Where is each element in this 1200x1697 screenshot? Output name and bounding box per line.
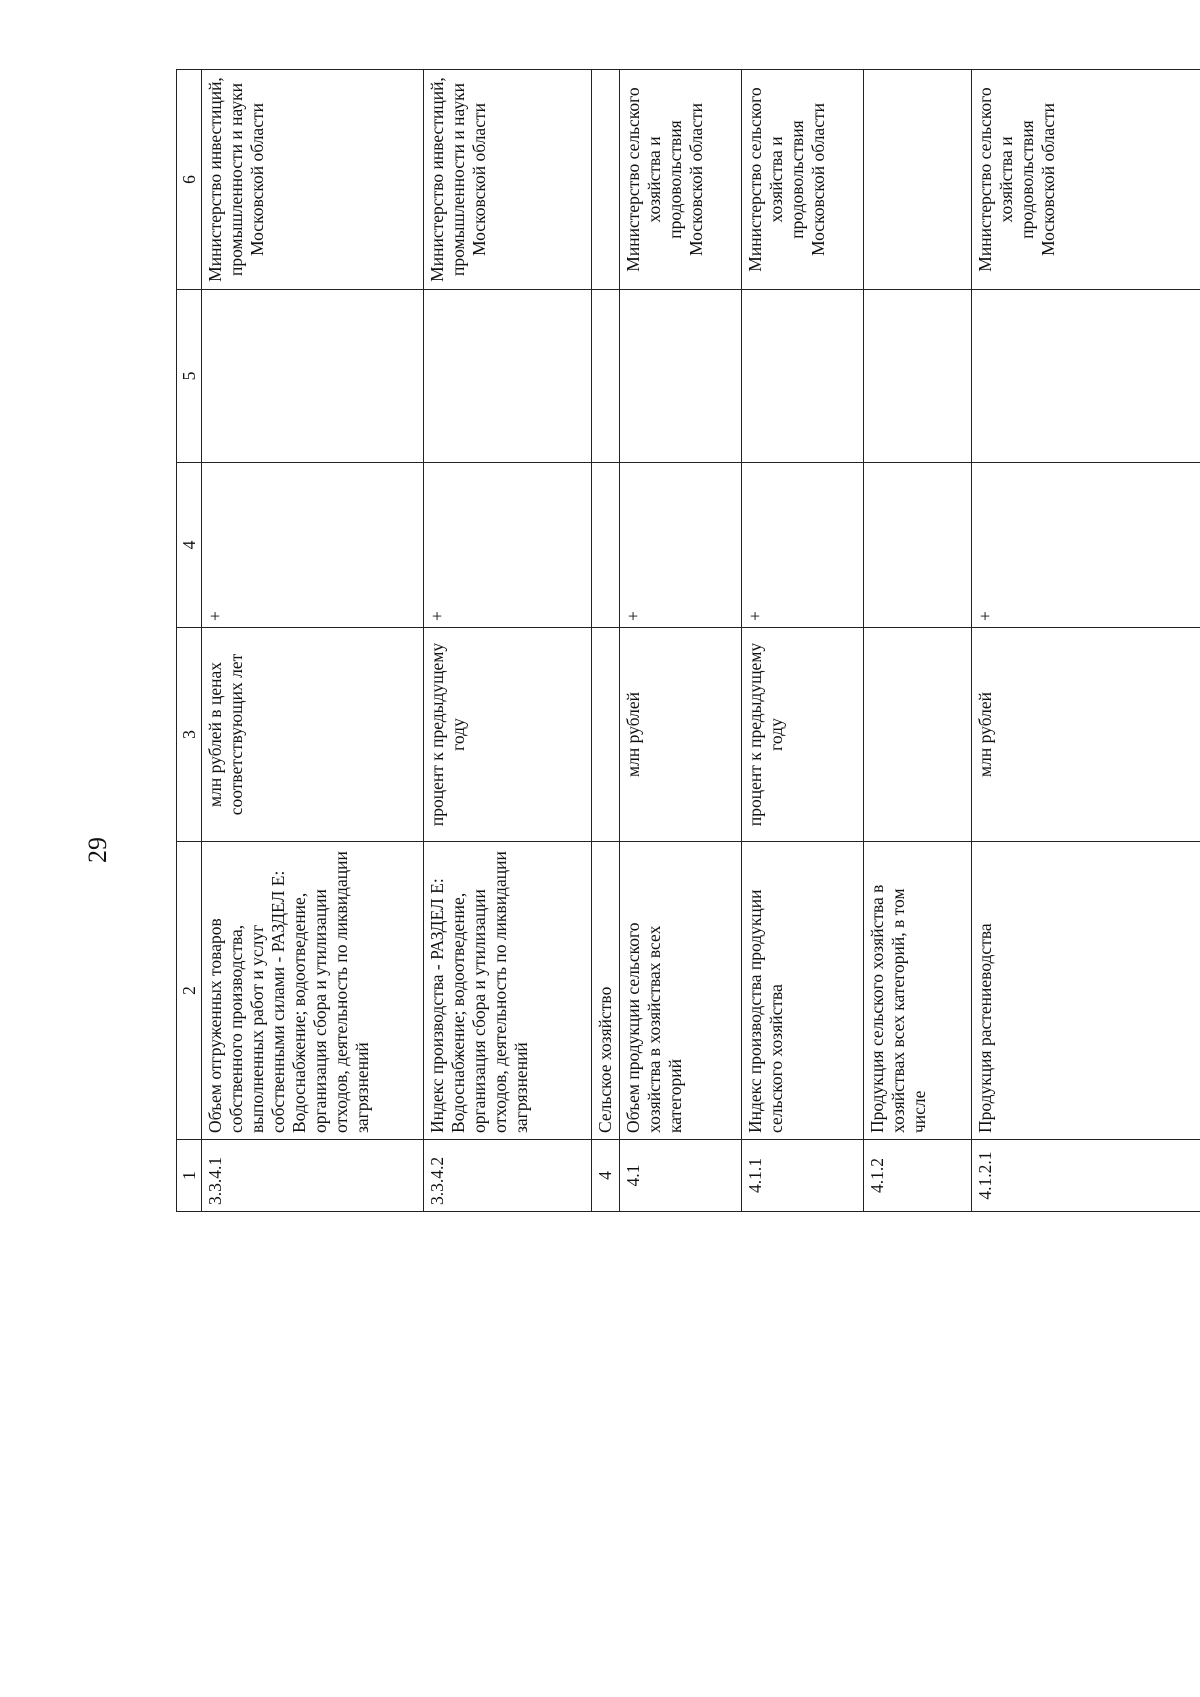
row-name: Индекс производства - РАЗДЕЛ Е: Водоснабжение; водоотведение, организация сбора и утилизации отходов, деятельность по ликвидации загрязнений xyxy=(424,842,592,1140)
row-id: 4.1.2 xyxy=(864,1140,972,1212)
row-responsible xyxy=(864,70,972,290)
row-id: 4.1 xyxy=(620,1140,742,1212)
section-row xyxy=(592,70,620,1212)
indicators-table xyxy=(176,69,1200,1212)
header-cell: 6 xyxy=(177,70,202,290)
row-id: 3.3.4.1 xyxy=(202,1140,424,1212)
row-col5 xyxy=(424,290,592,463)
row-col4 xyxy=(864,463,972,628)
row-unit: млн рублей в ценах соответствующих лет xyxy=(202,628,424,842)
empty-cell xyxy=(592,628,620,842)
table-row xyxy=(972,70,1200,1212)
row-col4: + xyxy=(202,463,424,628)
row-id: 4.1.1 xyxy=(742,1140,864,1212)
empty-cell xyxy=(592,290,620,463)
row-col4: + xyxy=(742,463,864,628)
header-cell: 5 xyxy=(177,290,202,463)
row-responsible: Министерство сельского хозяйства и продовольствия Московской области xyxy=(742,70,864,290)
row-col5 xyxy=(620,290,742,463)
header-cell: 3 xyxy=(177,628,202,842)
table-row xyxy=(424,70,592,1212)
row-col5 xyxy=(864,290,972,463)
row-responsible: Министерство сельского хозяйства и продовольствия Московской области xyxy=(972,70,1200,290)
row-unit: процент к предыдущему году xyxy=(424,628,592,842)
row-col4: + xyxy=(972,463,1200,628)
row-col5 xyxy=(972,290,1200,463)
row-col5 xyxy=(742,290,864,463)
rotated-table-container xyxy=(176,70,1200,1212)
table-header-row xyxy=(177,70,202,1212)
row-name: Объем отгруженных товаров собственного производства, выполненных работ и услуг собственными силами - РАЗДЕЛ Е: Водоснабжение; водоотведение, организация сбора и утилизации отходов, деятельность по ликвидации загрязнений xyxy=(202,842,424,1140)
row-unit: процент к предыдущему году xyxy=(742,628,864,842)
row-unit: млн рублей xyxy=(972,628,1200,842)
row-name: Продукция растениеводства xyxy=(972,842,1200,1140)
row-id: 3.3.4.2 xyxy=(424,1140,592,1212)
row-name: Индекс производства продукции сельского хозяйства xyxy=(742,842,864,1140)
row-col4: + xyxy=(620,463,742,628)
row-col5 xyxy=(202,290,424,463)
row-unit xyxy=(864,628,972,842)
empty-cell xyxy=(592,463,620,628)
table-row xyxy=(620,70,742,1212)
row-unit: млн рублей xyxy=(620,628,742,842)
row-name: Продукция сельского хозяйства в хозяйствах всех категорий, в том числе xyxy=(864,842,972,1140)
table-row xyxy=(202,70,424,1212)
row-responsible: Министерство инвестиций, промышленности и науки Московской области xyxy=(424,70,592,290)
row-col4: + xyxy=(424,463,592,628)
section-title: Сельское хозяйство xyxy=(592,842,620,1140)
page-number: 29 xyxy=(83,837,112,863)
row-name: Объем продукции сельского хозяйства в хозяйствах всех категорий xyxy=(620,842,742,1140)
row-responsible: Министерство сельского хозяйства и продовольствия Московской области xyxy=(620,70,742,290)
row-id: 4.1.2.1 xyxy=(972,1140,1200,1212)
header-cell: 1 xyxy=(177,1140,202,1212)
table-row xyxy=(742,70,864,1212)
header-cell: 4 xyxy=(177,463,202,628)
table-row xyxy=(864,70,972,1212)
row-responsible: Министерство инвестиций, промышленности и науки Московской области xyxy=(202,70,424,290)
empty-cell xyxy=(592,70,620,290)
section-id: 4 xyxy=(592,1140,620,1212)
header-cell: 2 xyxy=(177,842,202,1140)
